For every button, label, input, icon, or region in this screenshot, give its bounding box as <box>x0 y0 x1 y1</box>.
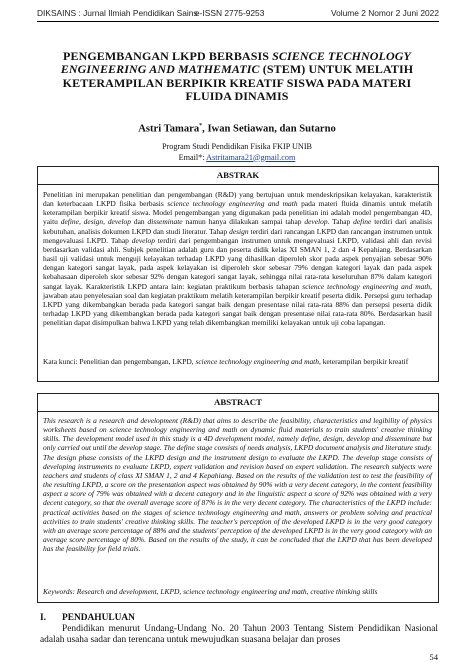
abstrak-text: namun hanya dilakukan sampai tahap <box>182 217 305 227</box>
running-head <box>37 8 439 22</box>
abstrak-italic: design <box>229 226 249 236</box>
kata-kunci-italic: science technology engineering and math <box>195 357 319 366</box>
email-link[interactable]: Astritamara21@gmail.com <box>206 152 296 162</box>
abstrak-italic: science technology engineering and math <box>302 281 431 291</box>
abstrak-italic: define, design, develop <box>60 217 131 227</box>
header-rule <box>37 21 439 22</box>
affiliation <box>40 142 434 163</box>
abstrak-text: , jawaban atau penyelesaian soal dan kegiatan praktikum melatih keterampilan berpikir kreatif peserta didik. Persepsi guru terhadap LKPD yang dikembangkan berada pada kategori sangat baik dengan presentase nilai rata-rata 88% dan persepsi peserta didik terhadap LKPD yang dikembangkan berada pada kategori sangat baik dengan presentase nilai rata-rata 80%. Berdasarkan hasil penelitian dapat disimpulkan bahwa LKPD yang telah dikembangkan memiliki kelayakan untuk uji coba lapangan. <box>43 281 432 328</box>
abstrak-text: pada materi fluida dinamis untuk melatih keterampilan berpikir kreatif siswa. Model pengembangan yang digunakan pada penelitian ini adalah model pengembangan 4D, yaitu <box>43 199 432 227</box>
abstrak-italic: science technology engineering and math <box>167 199 298 209</box>
paper-title <box>40 50 434 104</box>
intro-paragraph: Pendidikan menurut Undang-Undang No. 20 Tahun 2003 Tentang Sistem Pendidikan Nasional adalah usaha sadar dan terencana untuk mewujudkan suasana belajar dan proses <box>40 624 438 646</box>
kata-kunci-end: , keterampilan berpikir kreatif <box>318 357 409 366</box>
abstrak-italic: disseminate <box>147 217 183 227</box>
corresponding-mark: * <box>199 123 203 129</box>
title-part-2: SCIENCE TECHNOLOGY ENGINEERING AND MATHEMATIC <box>60 49 411 77</box>
section-number: I. <box>40 613 46 623</box>
author-list <box>40 123 434 135</box>
email-line <box>40 153 434 164</box>
abstract-rule <box>38 411 438 412</box>
affiliation-program: Program Studi Pendidikan Fisika FKIP UNIB <box>161 142 313 151</box>
issn: e-ISSN 2775-9253 <box>195 8 265 18</box>
abstrak-text: dan <box>130 217 148 227</box>
abstrak-text: terdiri dari analisis kebutuhan, analisis dokumen LKPD dan studi literatur. Tahap <box>43 217 433 236</box>
kata-kunci <box>43 357 432 366</box>
journal-name: DIKSAINS : Jurnal Ilmiah Pendidikan Sains <box>37 8 198 18</box>
abstrak-heading: ABSTRAK <box>216 170 260 180</box>
abstrak-text: Penelitian ini merupakan penelitian dan pengembangan (R&D) yang bertujuan untuk mendeskripsikan kelayakan, karakteristik dan keterbacaan LKPD fisika berbasis <box>43 190 432 209</box>
abstrak-italic: develop <box>304 217 328 227</box>
section-heading <box>40 613 135 623</box>
abstrak-rule <box>38 184 438 185</box>
page-number: 54 <box>429 652 438 662</box>
author-rest: , Iwan Setiawan, dan Sutarno <box>202 123 336 135</box>
keywords: Keywords: Research and development, LKPD, science technology engineering and math, creative thinking skills <box>43 587 378 596</box>
abstrak-box <box>37 166 439 382</box>
kata-kunci-label: Kata kunci <box>43 357 76 366</box>
kata-kunci-text: : Penelitian dan pengembangan, LKPD, <box>75 357 196 366</box>
abstrak-italic: develop <box>131 235 155 245</box>
email-label: Email*: <box>178 152 207 162</box>
abstract-heading: ABSTRACT <box>214 397 262 407</box>
abstrak-italic: define <box>353 217 372 227</box>
abstrak-text: terdiri dari rancangan LKPD dan rancangan instrumen untuk mengevaluasi LKPD. Tahap <box>43 226 432 245</box>
abstract-box <box>37 393 439 603</box>
title-part-1: PENGEMBANGAN LKPD BERBASIS <box>63 49 273 63</box>
section-title: PENDAHULUAN <box>62 613 135 623</box>
author-first: Astri Tamara <box>138 123 200 135</box>
abstrak-text: . Tahap <box>327 217 354 227</box>
abstrak-body <box>43 190 432 327</box>
abstrak-text: terdiri dari pengembangan instrumen untuk mengevaluasi LKPD, validasi ahli dan revisi berdasarkan validasi ahli. Subjek penelitian adalah guru dan peserta didik kelas XI SMAN 1, 2 dan 4 Kepahiang. Berdasarkan hasil uji validasi untuk menguji kelayakan terhadap LKPD yang dihasilkan diperoleh skor pada aspek penyajian sebesar 90% dengan kategori sangat layak, pada aspek kelayakan isi diperoleh skor sebesar 79% dengan kategori layak dan pada aspek kebahasaan diperoleh skor sebesar 92% dengan kategori sangat layak, sehingga nilai rata-rata keseluruhan 87% dalam kategori sangat layak. Karakteristik LKPD antara lain: kegiatan praktikum berbasis tahapan <box>43 235 432 291</box>
title-part-3: (STEM) UNTUK MELATIH KETERAMPILAN BERPIKIR KREATIF SISWA PADA MATERI FLUIDA DINAMIS <box>62 62 414 104</box>
abstract-body: This research is a research and development (R&D) that aims to describe the feasibility, characteristics and legibility of physics worksheets based on science technology engineering and math on dynamic fluid materials to train students' creative thinking skills. The development model used in this study is a 4D development model, namely define, design, develop and disseminate but only carried out until the develop stage. The define stage consists of needs analysis, LKPD document analysis and literature study. The design phase consists of the LKPD design and the instrument design to evaluate the LKPD. The develop stage consists of developing instruments to evaluate LKPD, expert validation and revision based on expert validation. The research subjects were teachers and students of class XI SMAN 1, 2 and 4 Kepahiang. Based on the results of the validation test to test the feasibility of the resulting LKPD, a score on the presentation aspect was obtained by 90% with a very decent category, in the content feasibility aspect a score of 79% was obtained with a decent category and in the linguistic aspect a score of 92% was obtained with a very decent category, so that the overall average score of 87% is in the very decent category. The characteristics of the LKPD include: practical activities based on the stages of science technology engineering and math, answers or problem solving and practical activities to train students' creative thinking skills. The teacher's perception of the developed LKPD is in the very good category with an average score percentage of 88% and the students' perception of the developed LKPD is in the very good category with an average score percentage of 80%. Based on the results of the study, it can be concluded that the LKPD that has been developed has the feasibility for field trials. <box>43 416 432 554</box>
volume-info: Volume 2 Nomor 2 Juni 2022 <box>330 8 439 18</box>
